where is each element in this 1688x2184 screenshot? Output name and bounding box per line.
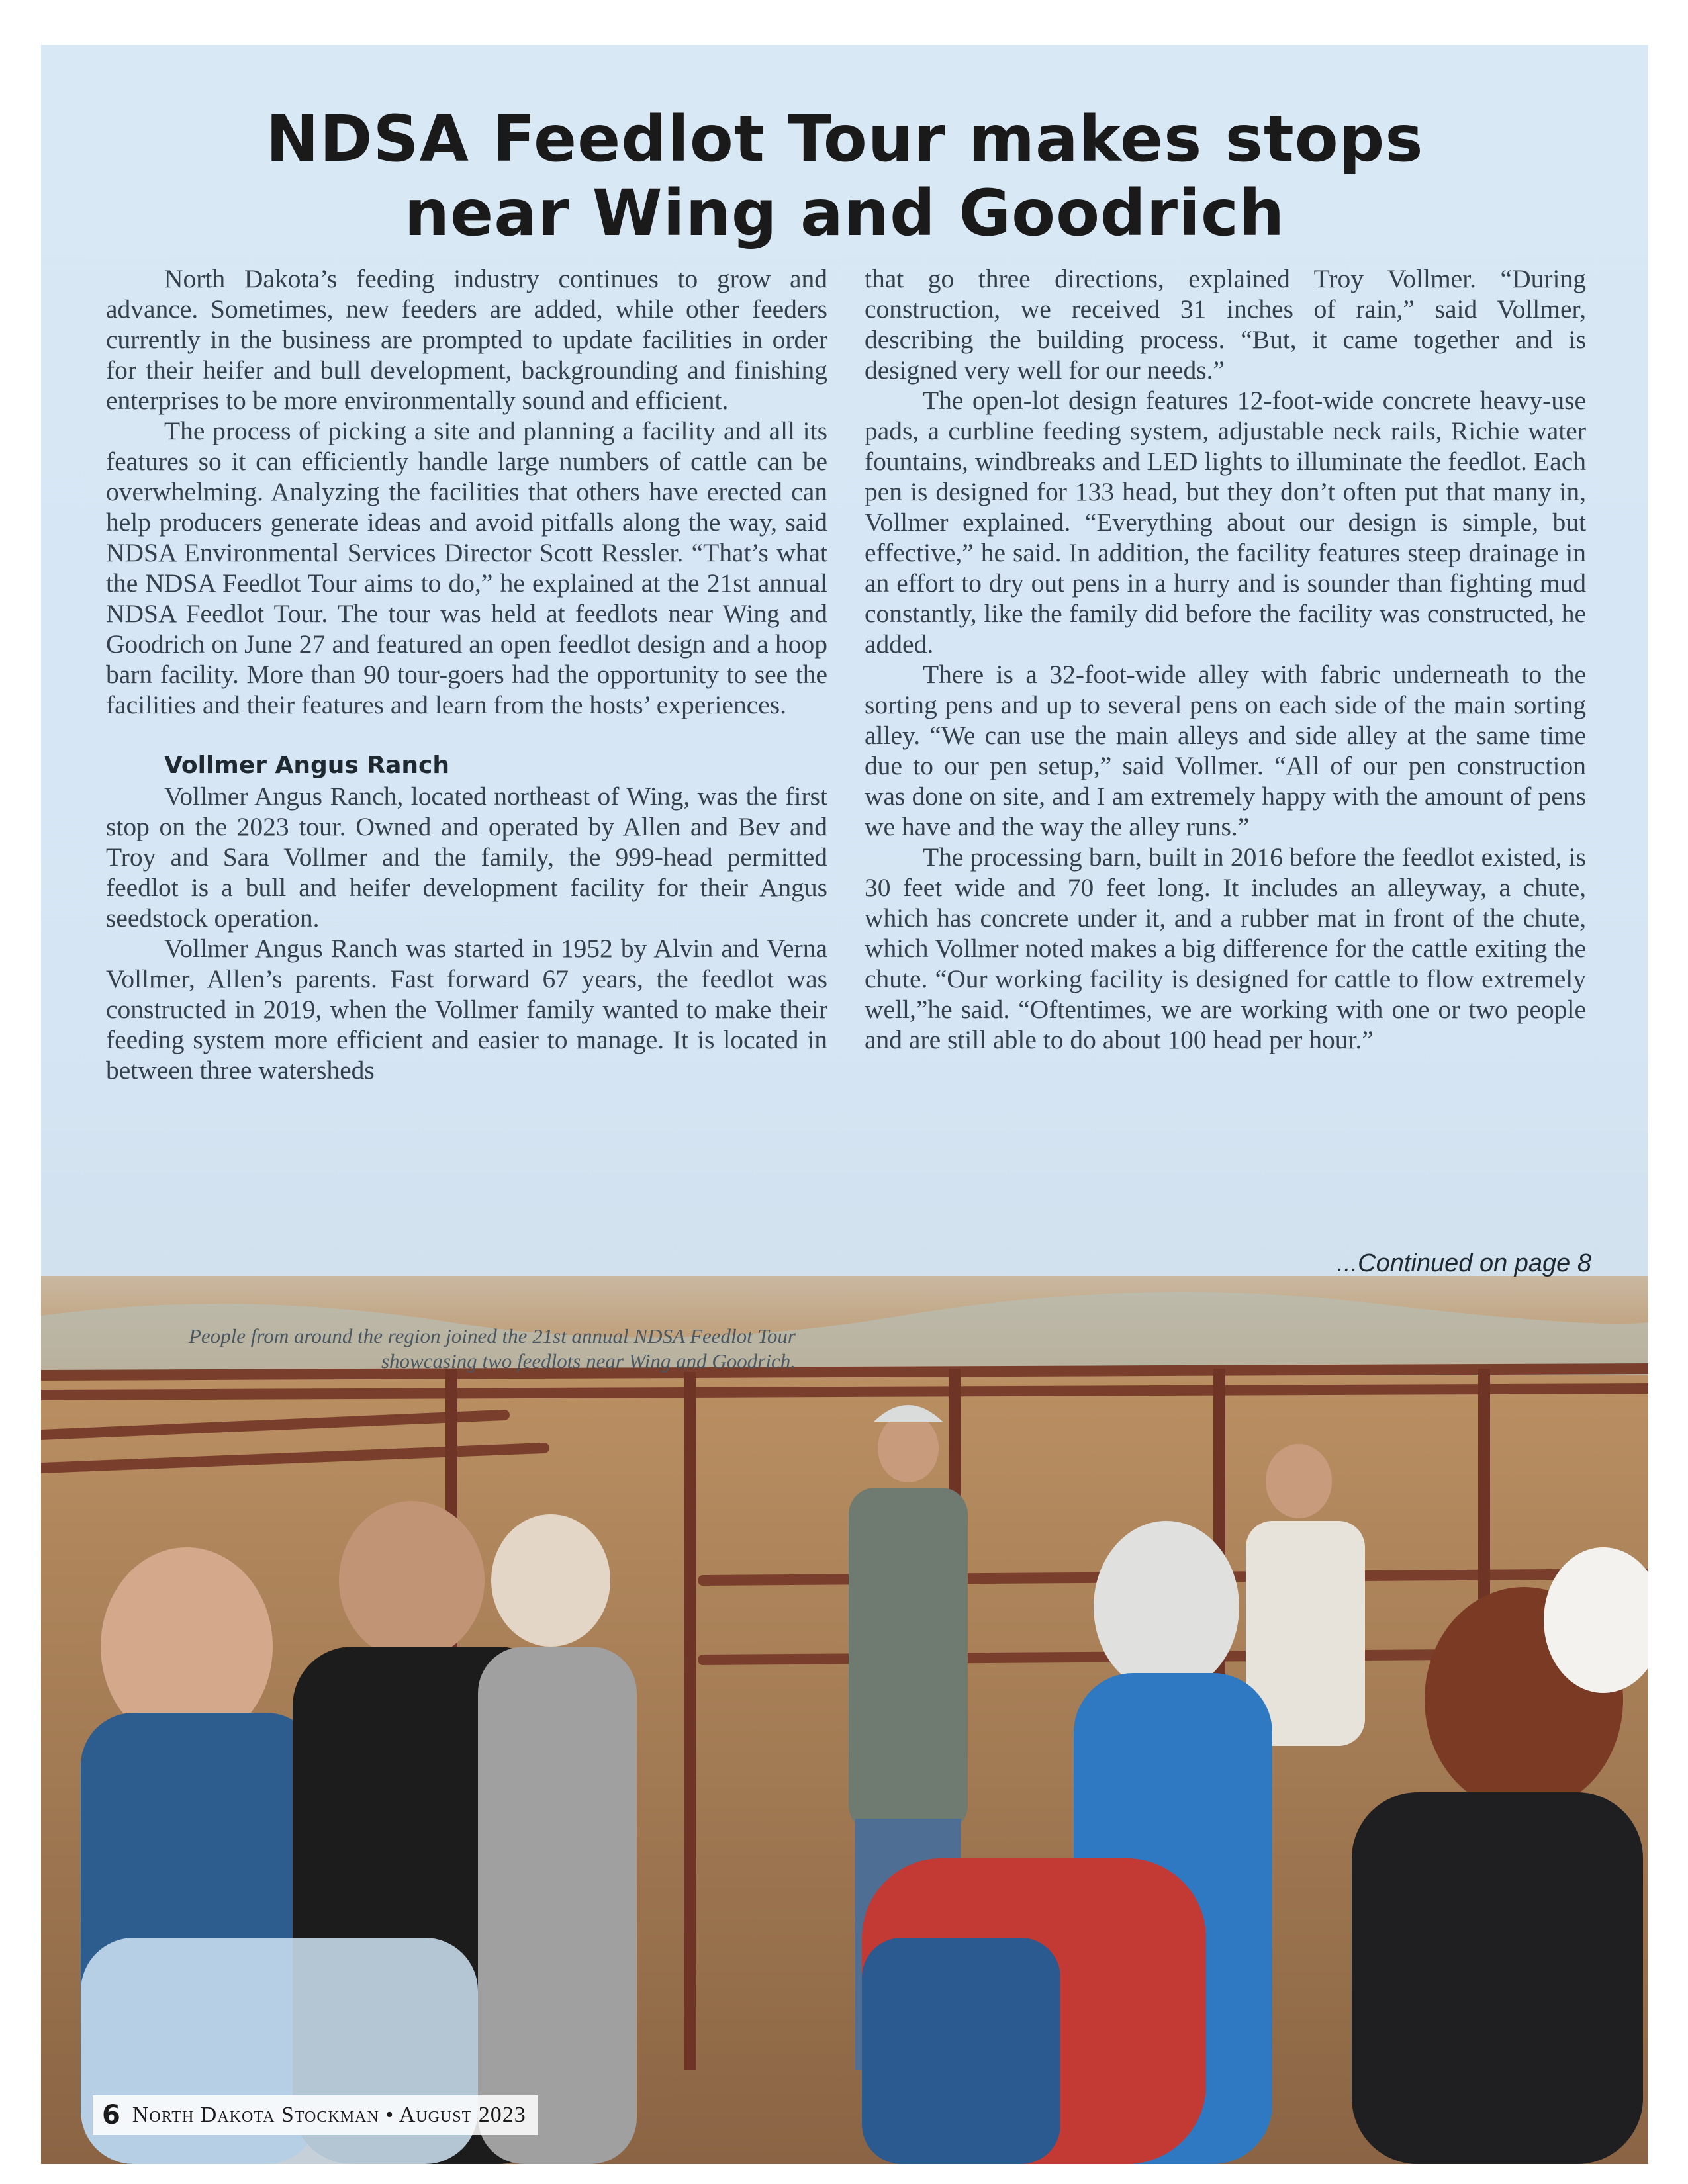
article-headline [41,102,1648,250]
page-footer [93,2095,538,2135]
photo-caption: People from around the region joined the 21st annual NDSA Feedlot Tour showcasing two feedlots near Wing and Goodrich. [188,1324,796,1373]
paragraph: The open-lot design features 12-foot-wide concrete heavy-use pads, a curbline feeding system, adjustable neck rails, Richie water fountains, windbreaks and LED lights to illuminate the feedlot. Each pen is designed for 133 head, but they don’t often put that many in, Vollmer explained. “Everything about our design is simple, but effective,” he said. In addition, the facility features steep drainage in an effort to dry out pens in a hurry and is sounder than fighting mud constantly, like the family did before the facility was constructed, he added. [865,386,1586,659]
paragraph: Vollmer Angus Ranch was started in 1952 by Alvin and Verna Vollmer, Allen’s parents. Fast forward 67 years, the feedlot was constructed in 2019, when the Vollmer family wanted to make their feeding system more efficient and easier to manage. It is located in between three watersheds [106,934,827,1085]
paragraph: There is a 32-foot-wide alley with fabric underneath to the sorting pens and up to several pens on each side of the main sorting alley. “We can use the main alleys and side alley at the same time due to our pen setup,” said Vollmer. “All of our pen construction was done on site, and I am extremely happy with the amount of pens we have and the way the alley runs.” [865,660,1586,841]
headline-line-2: near Wing and Goodrich [404,176,1286,250]
section-subhead: Vollmer Angus Ranch [164,752,449,779]
paragraph: that go three directions, explained Troy Vollmer. “During construction, we received 31 inches of rain,” said Vollmer, describing the building process. “But, it came together and is designed very well for our needs.” [865,264,1586,385]
right-column [865,263,1586,1055]
paragraph: The process of picking a site and planning a facility and all its features so it can efficiently handle large numbers of cattle can be overwhelming. Analyzing the facilities that others have erected can help producers generate ideas and avoid pitfalls along the way, said NDSA Environmental Services Director Scott Ressler. “That’s what the NDSA Feedlot Tour aims to do,” he explained at the 21st annual NDSA Feedlot Tour. The tour was held at feedlots near Wing and Goodrich on June 27 and featured an open feedlot design and a hoop barn facility. More than 90 tour-goers had the opportunity to see the facilities and their features and learn from the hosts’ experiences. [106,416,827,719]
left-column [106,263,827,1085]
continued-jump-line: ...Continued on page 8 [1336,1250,1591,1277]
page-number: 6 [102,2100,120,2130]
feedlot-tour-photo [41,1276,1648,2164]
paragraph: Vollmer Angus Ranch, located northeast of Wing, was the first stop on the 2023 tour. Owned and operated by Allen and Bev and Troy and Sara Vollmer and the family, the 999-head permitted feedlot is a bull and heifer development facility for their Angus seedstock operation. [106,782,827,933]
publication-line: North Dakota Stockman • August 2023 [132,2103,526,2127]
paragraph: North Dakota’s feeding industry continues to grow and advance. Sometimes, new feeders are added, while other feeders currently in the business are prompted to update facilities in order for their heifer and bull development, backgrounding and finishing enterprises to be more environmentally sound and efficient. [106,264,827,415]
paragraph: The processing barn, built in 2016 before the feedlot existed, is 30 feet wide and 70 feet long. It includes an alleyway, a chute, which has concrete under it, and a rubber mat in front of the chute, which Vollmer noted makes a big difference for the cattle exiting the chute. “Our working facility is designed for cattle to flow extremely well,”he said. “Oftentimes, we are working with one or two people and are still able to do about 100 head per hour.” [865,842,1586,1054]
headline-line-1: NDSA Feedlot Tour makes stops [265,102,1424,176]
magazine-page [41,45,1648,2164]
